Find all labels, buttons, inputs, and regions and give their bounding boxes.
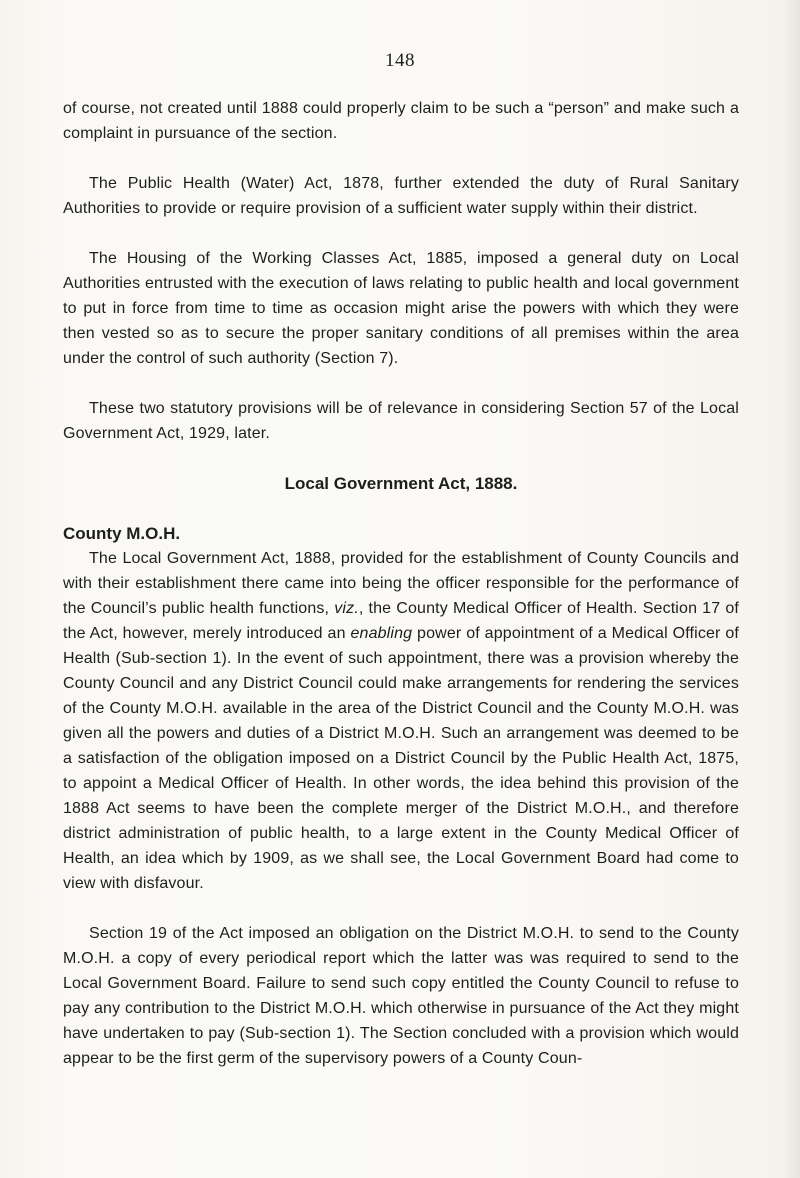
paragraph-public-health-water-act: The Public Health (Water) Act, 1878, further extended the duty of Rural Sanitary Authorities to provide or require provision of a sufficient water supply within their district.: [63, 175, 739, 217]
page-number: 148: [385, 50, 415, 71]
italic-viz: viz.: [334, 600, 359, 617]
sub-heading-county-moh: County M.O.H.: [63, 524, 181, 543]
paragraph-section-19: Section 19 of the Act imposed an obligation on the District M.O.H. to send to the County M.O.H. a copy of every periodical report which the latter was was required to send to the Local Government Board. Failure to send such copy entitled the County Council to refuse to pay any contribution to the District M.O.H. which otherwise in pursuance of the Act they might have undertaken to pay (Sub-section 1). The Section concluded with a provision which would appear to be the first germ of the supervisory powers of a County Coun-: [63, 925, 739, 1067]
paragraph-statutory-provisions: These two statutory provisions will be of relevance in considering Section 57 of the Local Government Act, 1929, later.: [63, 400, 739, 442]
page-body: [63, 96, 739, 1071]
scan-shadow-edge: [782, 0, 800, 1178]
paragraph-continuation: of course, not created until 1888 could properly claim to be such a “person” and make such a complaint in pursuance of the section.: [63, 100, 739, 142]
section-heading: Local Government Act, 1888.: [284, 474, 518, 493]
paragraph-county-moh: The Local Government Act, 1888, provided for the establishment of County Councils and with their establishment there came into being the officer responsible for the performance of the Council’s public health functions, viz., the County Medical Officer of Health. Section 17 of the Act, however, merely introduced an enabling power of appointment of a Medical Officer of Health (Sub-section 1). In the event of such appointment, there was a provision whereby the County Council and any District Council could make arrangements for rendering the services of the County M.O.H. available in the area of the District Council and the County M.O.H. was given all the powers and duties of a District M.O.H. Such an arrangement was deemed to be a satisfaction of the obligation imposed on a District Council by the Public Health Act, 1875, to appoint a Medical Officer of Health. In other words, the idea behind this provision of the 1888 Act seems to have been the complete merger of the District M.O.H., and therefore district administration of public health, to a large extent in the County Medical Officer of Health, an idea which by 1909, as we shall see, the Local Government Board had come to view with disfavour.: [63, 550, 740, 892]
paragraph-housing-act: The Housing of the Working Classes Act, 1885, imposed a general duty on Local Authorities entrusted with the execution of laws relating to public health and local government to put in force from time to time as occasion might arise the powers with which they were then vested so as to secure the proper sanitary conditions of all premises within the area under the control of such authority (Section 7).: [63, 250, 739, 367]
italic-enabling: enabling: [350, 625, 413, 642]
